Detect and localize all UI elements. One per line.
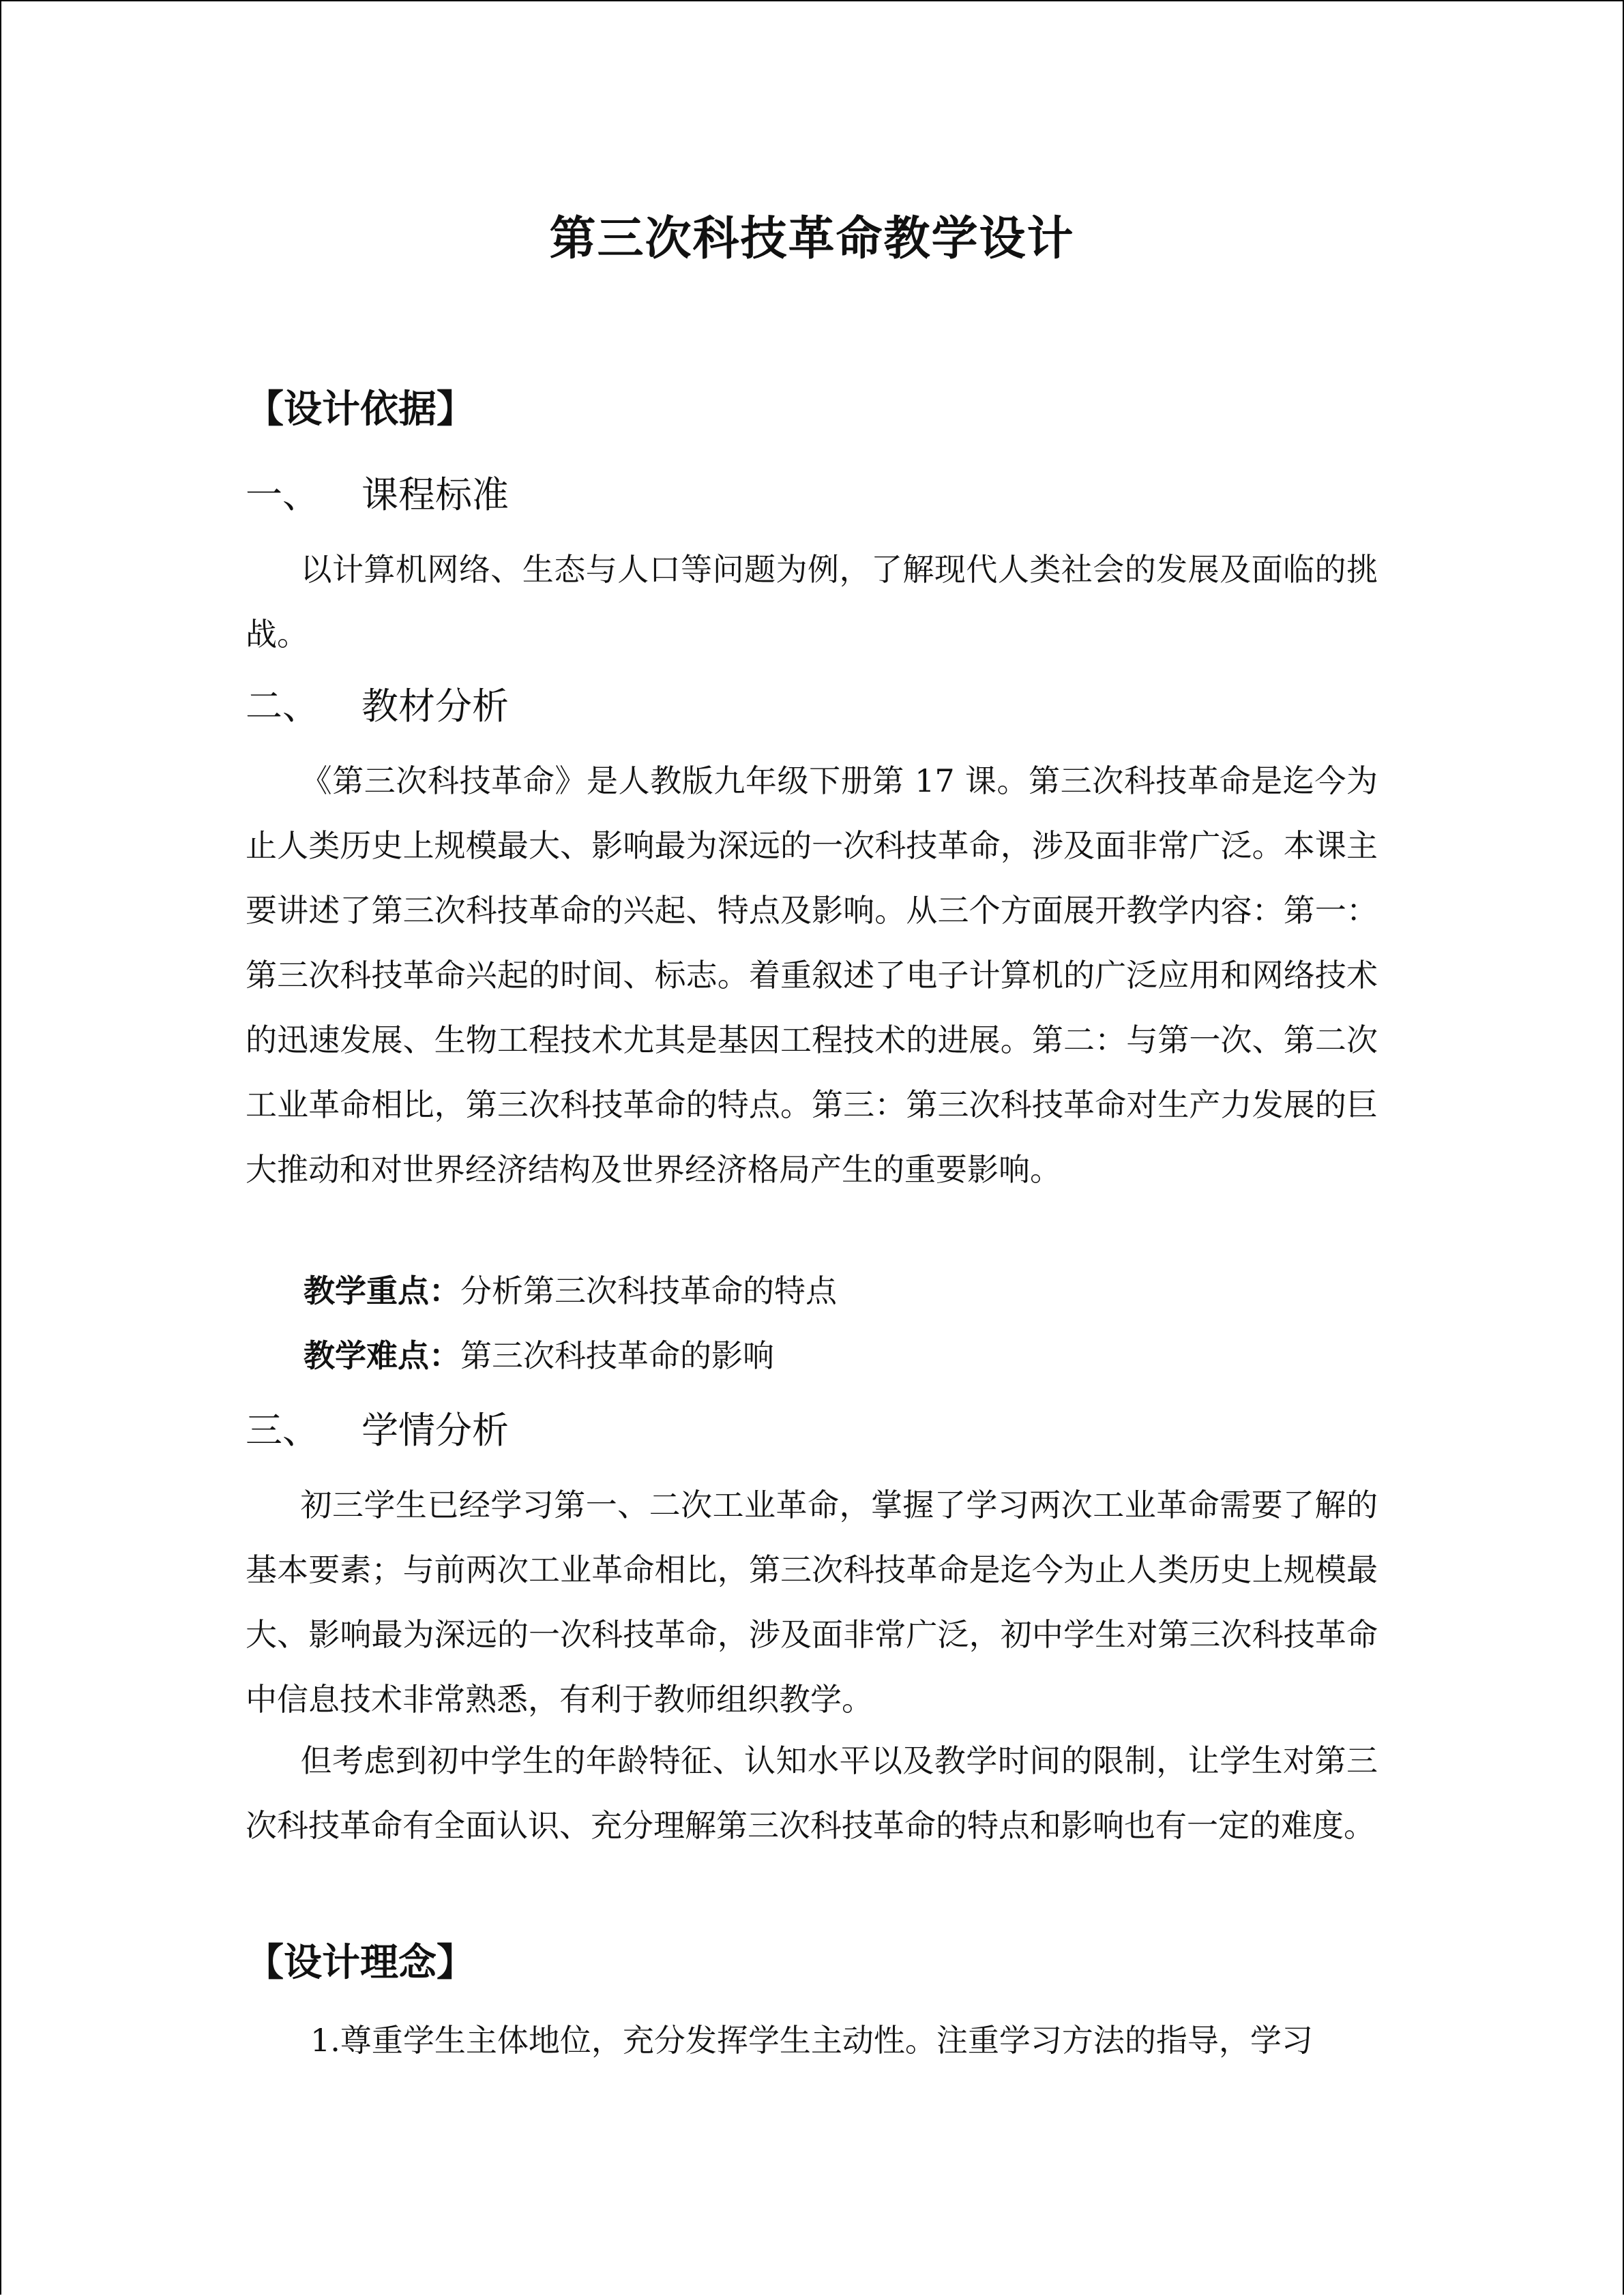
subsection-number: 一、 xyxy=(246,473,319,516)
paragraph-student-analysis xyxy=(246,1473,1378,1732)
teaching-difficult-point xyxy=(304,1328,774,1383)
paragraph-design-concept-1 xyxy=(246,2008,1378,2073)
paragraph-text: 以计算机网络、生态与人口等问题为例，了解现代人类社会的发展及面临的挑战。 xyxy=(246,551,1378,653)
subsection-label: 学情分析 xyxy=(361,1409,509,1452)
paragraph-student-difficulty xyxy=(246,1729,1378,1858)
paragraph-textbook-analysis xyxy=(246,749,1378,1202)
key-point-value: 分析第三次科技革命的特点 xyxy=(460,1272,837,1309)
paragraph-text: 《第三次科技革命》是人教版九年级下册第 17 课。第三次科技革命是迄今为止人类历史上规模最大、影响最为深远的一次科技革命，涉及面非常广泛。本课主要讲述了第三次科技革命的兴起、特点及影响。从三个方面展开教学内容：第一：第三次科技革命兴起的时间、标志。着重叙述了电子计算机的广泛应用和网络技术的迅速发展、生物工程技术尤其是基因工程技术的进展。第二：与第一次、第二次工业革命相比，第三次科技革命的特点。第三：第三次科技革命对生产力发展的巨大推动和对世界经济结构及世界经济格局产生的重要影响。 xyxy=(246,762,1378,1188)
document-title: 第三次科技革命教学设计 xyxy=(549,211,1075,266)
paragraph-text: 但考虑到初中学生的年龄特征、认知水平以及教学时间的限制，让学生对第三次科技革命有全面认识、充分理解第三次科技革命的特点和影响也有一定的难度。 xyxy=(246,1742,1378,1844)
subsection-student-analysis xyxy=(246,1403,509,1458)
subsection-curriculum-standard xyxy=(246,468,509,522)
teaching-key-point xyxy=(304,1264,837,1318)
section-heading-design-concept: 【设计理念】 xyxy=(246,1940,475,1985)
section-heading-design-basis: 【设计依据】 xyxy=(246,387,475,432)
subsection-number: 二、 xyxy=(246,685,319,728)
paragraph-curriculum-standard xyxy=(246,537,1378,667)
subsection-number: 三、 xyxy=(246,1409,319,1452)
paragraph-text: 1.尊重学生主体地位，充分发挥学生主动性。注重学习方法的指导，学习 xyxy=(310,2022,1313,2059)
subsection-label: 教材分析 xyxy=(361,685,509,728)
subsection-label: 课程标准 xyxy=(361,473,509,516)
difficult-point-label: 教学难点： xyxy=(304,1337,460,1374)
paragraph-text: 初三学生已经学习第一、二次工业革命，掌握了学习两次工业革命需要了解的基本要素；与前两次工业革命相比，第三次科技革命是迄今为止人类历史上规模最大、影响最为深远的一次科技革命，涉及面非常广泛，初中学生对第三次科技革命中信息技术非常熟悉，有利于教师组织教学。 xyxy=(246,1487,1378,1718)
difficult-point-value: 第三次科技革命的影响 xyxy=(460,1337,774,1374)
subsection-textbook-analysis xyxy=(246,679,509,734)
key-point-label: 教学重点： xyxy=(304,1272,460,1309)
